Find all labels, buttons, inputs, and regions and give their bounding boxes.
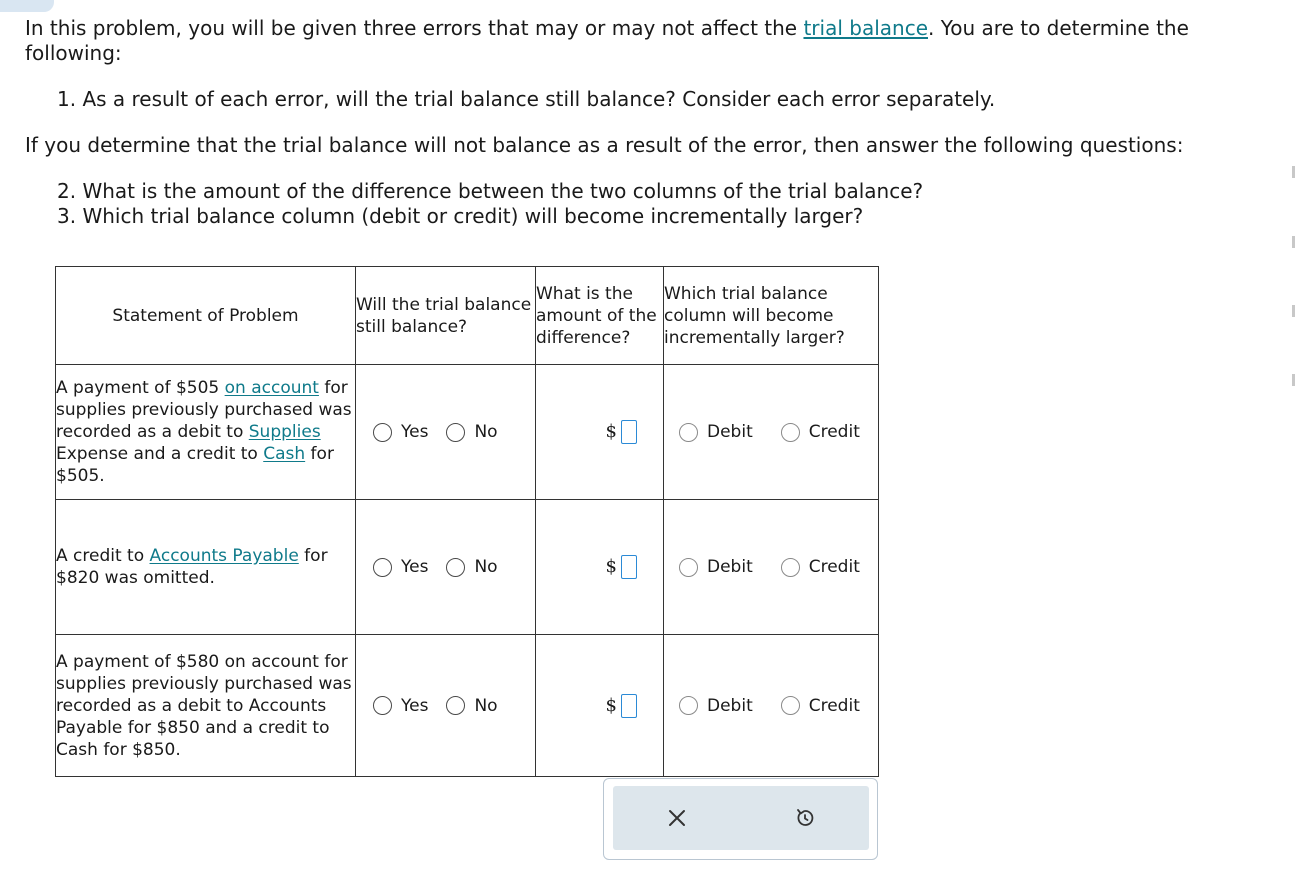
dollar-sign: $ (605, 421, 617, 442)
question-2: 2. What is the amount of the difference between the two columns of the trial balance? (57, 179, 924, 203)
debit-label: Debit (707, 557, 753, 577)
column-cell-1 (664, 365, 879, 500)
dollar-sign: $ (605, 556, 617, 577)
radio-circle-icon[interactable] (679, 423, 698, 442)
table-row (56, 365, 879, 500)
action-bar-inner (613, 786, 869, 850)
credit-radio-3[interactable] (781, 695, 860, 717)
condition-text: If you determine that the trial balance will not balance as a result of the error, then answer the following questions: (25, 133, 1184, 157)
radio-circle-icon[interactable] (373, 423, 392, 442)
dollar-sign: $ (605, 694, 617, 716)
corner-tab (0, 0, 54, 12)
statement-text: Expense and a credit to (56, 444, 264, 464)
radio-circle-icon[interactable] (446, 558, 465, 577)
yes-label: Yes (401, 422, 429, 442)
credit-label: Credit (808, 557, 860, 577)
yes-radio-1[interactable] (373, 421, 428, 443)
header-row (56, 267, 879, 365)
no-label: No (474, 422, 498, 442)
radio-circle-icon[interactable] (679, 696, 698, 715)
statement-3: A payment of $580 on account for supplies previously purchased was recorded as a debit to Accounts Payable for $850 and a credit to Cash for $850. (56, 635, 356, 777)
question-list-2 (57, 179, 923, 229)
statement-2 (56, 500, 356, 635)
no-radio-1[interactable] (446, 421, 497, 443)
reset-button[interactable] (785, 798, 825, 838)
column-cell-2 (664, 500, 879, 635)
question-3: 3. Which trial balance column (debit or credit) will become incrementally larger? (57, 204, 864, 228)
column-cell-3 (664, 635, 879, 777)
cash-link[interactable]: Cash (263, 444, 306, 464)
statement-text: for $505. (56, 444, 334, 486)
difference-cell-2 (536, 500, 664, 635)
radio-circle-icon[interactable] (446, 696, 465, 715)
amount-input-3[interactable] (621, 694, 637, 718)
accounts-payable-link[interactable]: Accounts Payable (149, 546, 299, 566)
header-balance: Will the trial balance still balance? (356, 267, 536, 365)
credit-label: Credit (808, 695, 860, 716)
debit-label: Debit (707, 422, 753, 442)
table-row (56, 500, 879, 635)
intro-text: In this problem, you will be given three errors that may or may not affect the (25, 16, 804, 40)
debit-radio-3[interactable] (679, 695, 753, 717)
difference-cell-3 (536, 635, 664, 777)
question-list-1 (57, 87, 995, 112)
reset-icon (794, 807, 816, 829)
yes-radio-3[interactable] (373, 695, 428, 717)
statement-1 (56, 365, 356, 500)
credit-radio-1[interactable] (781, 421, 860, 443)
answer-table (55, 266, 879, 777)
statement-text: A credit to (56, 546, 150, 566)
intro-paragraph (25, 16, 1275, 66)
header-statement: Statement of Problem (56, 267, 356, 365)
credit-label: Credit (808, 422, 860, 442)
difference-cell-1 (536, 365, 664, 500)
balance-cell-1 (356, 365, 536, 500)
table-row (56, 635, 879, 777)
radio-circle-icon[interactable] (781, 696, 800, 715)
credit-radio-2[interactable] (781, 556, 860, 578)
debit-label: Debit (707, 695, 753, 716)
action-bar (603, 778, 878, 860)
question-1: 1. As a result of each error, will the trial balance still balance? Consider each error separately. (57, 87, 996, 111)
header-column: Which trial balance column will become incrementally larger? (664, 267, 879, 365)
no-radio-3[interactable] (446, 695, 497, 717)
yes-radio-2[interactable] (373, 556, 428, 578)
yes-label: Yes (401, 695, 429, 716)
statement-text: for supplies previously purchased was recorded as a debit to (56, 378, 352, 442)
amount-input-1[interactable] (621, 420, 637, 444)
supplies-link[interactable]: Supplies (248, 422, 321, 442)
radio-circle-icon[interactable] (679, 558, 698, 577)
no-label: No (474, 557, 498, 577)
intro-text-end: . You are to determine the following: (25, 16, 1189, 65)
no-label: No (474, 695, 498, 716)
close-icon (667, 808, 687, 828)
on-account-link[interactable]: on account (224, 378, 319, 398)
balance-cell-2 (356, 500, 536, 635)
no-radio-2[interactable] (446, 556, 497, 578)
trial-balance-link[interactable]: trial balance (803, 16, 928, 40)
radio-circle-icon[interactable] (373, 696, 392, 715)
clear-button[interactable] (657, 798, 697, 838)
statement-text: A payment of $505 (56, 378, 225, 398)
yes-label: Yes (401, 557, 429, 577)
amount-input-2[interactable] (621, 555, 637, 579)
radio-circle-icon[interactable] (446, 423, 465, 442)
header-difference: What is the amount of the difference? (536, 267, 664, 365)
radio-circle-icon[interactable] (781, 558, 800, 577)
radio-circle-icon[interactable] (373, 558, 392, 577)
debit-radio-1[interactable] (679, 421, 753, 443)
radio-circle-icon[interactable] (781, 423, 800, 442)
debit-radio-2[interactable] (679, 556, 753, 578)
statement-text: for $820 was omitted. (56, 546, 328, 588)
balance-cell-3 (356, 635, 536, 777)
